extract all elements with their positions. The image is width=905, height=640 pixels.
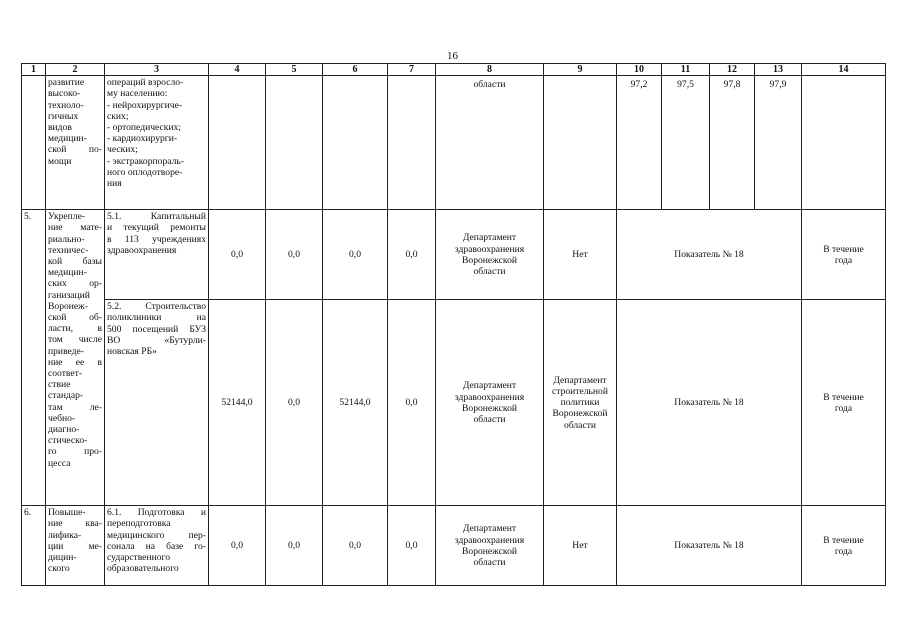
cell-line: года bbox=[834, 545, 853, 557]
cell-line: кой базы bbox=[48, 256, 102, 268]
cell-line: образовательного bbox=[107, 563, 179, 575]
cell-line: года bbox=[834, 402, 853, 414]
cell-co-executor: Нет bbox=[544, 506, 617, 586]
cell-line: ганизаций bbox=[48, 289, 90, 301]
column-header: 13 bbox=[755, 64, 802, 76]
cell-line: сударственного bbox=[107, 552, 171, 564]
cell-col4: 52144,0 bbox=[209, 300, 266, 506]
cell-indicator: Показатель № 18 bbox=[617, 300, 802, 506]
cell-line: 5.1. Капитальный bbox=[107, 211, 206, 223]
cell-num: 5. bbox=[22, 210, 46, 506]
cell-line: развитие bbox=[48, 77, 85, 89]
cell-line: Воронежской bbox=[552, 408, 608, 420]
cell-line: ВО «Бутурли- bbox=[107, 334, 206, 346]
column-header: 14 bbox=[802, 64, 886, 76]
cell-line: ских; bbox=[107, 110, 129, 122]
cell-col5: 0,0 bbox=[266, 210, 323, 300]
cell-line: В течение bbox=[823, 534, 864, 546]
table-row bbox=[22, 506, 886, 586]
cell-col6: 0,0 bbox=[323, 506, 388, 586]
cell-line: стическо- bbox=[48, 435, 88, 447]
cell-line: здравоохранения bbox=[454, 534, 525, 546]
cell-line: ских ор- bbox=[48, 278, 102, 290]
cell-line: Воронеж- bbox=[48, 300, 89, 312]
cell-line: Воронежской bbox=[462, 545, 517, 557]
cell-line: здравоохранения bbox=[454, 243, 525, 255]
cell-line: 500 посещений БУЗ bbox=[107, 323, 206, 335]
cell-line: - нейрохирургиче- bbox=[107, 99, 183, 111]
cell-line: поликлиники на bbox=[107, 312, 206, 324]
cell-line: Департамент bbox=[553, 374, 607, 386]
cell-line: ческих; bbox=[107, 144, 138, 156]
cell-num: 6. bbox=[22, 506, 46, 586]
cell-line: соответ- bbox=[48, 368, 83, 380]
cell-term bbox=[802, 506, 886, 586]
cell-col10: 97,2 bbox=[617, 76, 662, 210]
cell-line: медицин- bbox=[48, 133, 87, 145]
cell-line: операций взросло- bbox=[107, 77, 184, 89]
cell-line: высоко- bbox=[48, 88, 81, 100]
cell-line: - экстракорпораль- bbox=[107, 155, 184, 167]
table-row bbox=[22, 76, 886, 210]
cell-line: му населению: bbox=[107, 88, 168, 100]
cell-goal bbox=[46, 506, 105, 586]
table-row bbox=[22, 210, 886, 300]
column-header: 9 bbox=[544, 64, 617, 76]
cell-line: 6.1. Подготовка и bbox=[107, 507, 206, 519]
cell-line: - ортопедических; bbox=[107, 122, 182, 134]
cell-line: ласти, в bbox=[48, 323, 102, 335]
cell-line: медицинского пер- bbox=[107, 529, 206, 541]
cell-term bbox=[802, 76, 886, 210]
cell-line: В течение bbox=[823, 391, 864, 403]
cell-line: области bbox=[473, 265, 506, 277]
column-header: 6 bbox=[323, 64, 388, 76]
cell-line: мощи bbox=[48, 155, 72, 167]
cell-num bbox=[22, 76, 46, 210]
column-header: 7 bbox=[388, 64, 436, 76]
column-header: 5 bbox=[266, 64, 323, 76]
cell-line: видов bbox=[48, 122, 72, 134]
cell-col6: 52144,0 bbox=[323, 300, 388, 506]
cell-line: ние ее в bbox=[48, 356, 102, 368]
cell-executor bbox=[436, 506, 544, 586]
cell-col6: 0,0 bbox=[323, 210, 388, 300]
cell-col7: 0,0 bbox=[388, 210, 436, 300]
cell-measure bbox=[105, 76, 209, 210]
cell-line: здравоохранения bbox=[454, 391, 525, 403]
cell-line: ции ме- bbox=[48, 540, 102, 552]
program-table bbox=[21, 63, 886, 586]
cell-line: ского bbox=[48, 563, 70, 575]
cell-line: том числе bbox=[48, 334, 102, 346]
cell-co-executor bbox=[544, 300, 617, 506]
cell-measure bbox=[105, 506, 209, 586]
cell-line: ствие bbox=[48, 379, 71, 391]
cell-line: го про- bbox=[48, 446, 102, 458]
cell-co-executor: Нет bbox=[544, 210, 617, 300]
cell-line: ской об- bbox=[48, 312, 102, 324]
cell-indicator: Показатель № 18 bbox=[617, 210, 802, 300]
cell-line: - кардиохирурги- bbox=[107, 133, 178, 145]
cell-col5: 0,0 bbox=[266, 506, 323, 586]
cell-line: ние ква- bbox=[48, 518, 102, 530]
cell-line: Департамент bbox=[462, 232, 517, 244]
cell-col4: 0,0 bbox=[209, 210, 266, 300]
cell-line: Департамент bbox=[462, 523, 517, 535]
page-number: 16 bbox=[447, 50, 458, 62]
cell-line: дицин- bbox=[48, 552, 77, 564]
cell-line: Укрепле- bbox=[48, 211, 86, 223]
table-row bbox=[22, 300, 886, 506]
cell-measure bbox=[105, 300, 209, 506]
cell-col7: 0,0 bbox=[388, 300, 436, 506]
cell-line: диагно- bbox=[48, 424, 80, 436]
cell-line: области bbox=[473, 556, 506, 568]
cell-line: ние мате- bbox=[48, 222, 102, 234]
cell-line: Воронежской bbox=[462, 402, 517, 414]
cell-line: в 113 учреждениях bbox=[107, 233, 206, 245]
cell-line: техничес- bbox=[48, 244, 89, 256]
cell-line: здравоохранения bbox=[107, 244, 177, 256]
cell-line: политики bbox=[560, 397, 600, 409]
cell-col7: 0,0 bbox=[388, 506, 436, 586]
cell-indicator: Показатель № 18 bbox=[617, 506, 802, 586]
cell-line: чебно- bbox=[48, 412, 76, 424]
cell-term bbox=[802, 300, 886, 506]
cell-measure bbox=[105, 210, 209, 300]
cell-col4: 0,0 bbox=[209, 506, 266, 586]
cell-col13: 97,9 bbox=[755, 76, 802, 210]
header-row bbox=[22, 64, 886, 76]
cell-line: медицин- bbox=[48, 267, 87, 279]
column-header: 12 bbox=[710, 64, 755, 76]
cell-line: Департамент bbox=[462, 380, 517, 392]
cell-line: Повыше- bbox=[48, 507, 86, 519]
cell-line: строительной bbox=[552, 385, 608, 397]
cell-line: лифика- bbox=[48, 529, 82, 541]
cell-line: гичных bbox=[48, 110, 79, 122]
cell-line: переподготовка bbox=[107, 518, 171, 530]
cell-line: ного оплодотворе- bbox=[107, 166, 183, 178]
cell-col4 bbox=[209, 76, 266, 210]
cell-line: риально- bbox=[48, 233, 85, 245]
column-header: 8 bbox=[436, 64, 544, 76]
cell-line: цесса bbox=[48, 457, 71, 469]
cell-term bbox=[802, 210, 886, 300]
column-header: 4 bbox=[209, 64, 266, 76]
cell-goal bbox=[46, 76, 105, 210]
cell-line: области bbox=[473, 413, 506, 425]
cell-col7 bbox=[388, 76, 436, 210]
cell-line: стандар- bbox=[48, 390, 84, 402]
cell-executor: области bbox=[436, 76, 544, 210]
cell-line: ния bbox=[107, 178, 122, 190]
cell-line: области bbox=[563, 419, 597, 431]
cell-line: ской по- bbox=[48, 144, 102, 156]
cell-co-executor bbox=[544, 76, 617, 210]
cell-col11: 97,5 bbox=[662, 76, 710, 210]
cell-col5: 0,0 bbox=[266, 300, 323, 506]
column-header: 11 bbox=[662, 64, 710, 76]
cell-line: приведе- bbox=[48, 345, 85, 357]
cell-line: 5.2. Строительство bbox=[107, 301, 206, 313]
cell-line: сонала на базе го- bbox=[107, 540, 206, 552]
column-header: 3 bbox=[105, 64, 209, 76]
cell-col6 bbox=[323, 76, 388, 210]
cell-line: новская РБ» bbox=[107, 346, 157, 358]
cell-col5 bbox=[266, 76, 323, 210]
cell-line: там ле- bbox=[48, 401, 102, 413]
cell-executor bbox=[436, 210, 544, 300]
cell-goal bbox=[46, 210, 105, 506]
cell-line: Воронежской bbox=[462, 254, 517, 266]
cell-line: В течение bbox=[823, 243, 864, 255]
cell-col12: 97,8 bbox=[710, 76, 755, 210]
column-header: 1 bbox=[22, 64, 46, 76]
column-header: 2 bbox=[46, 64, 105, 76]
cell-line: года bbox=[834, 254, 853, 266]
cell-executor bbox=[436, 300, 544, 506]
column-header: 10 bbox=[617, 64, 662, 76]
cell-line: и текущий ремонты bbox=[107, 222, 206, 234]
cell-line: техноло- bbox=[48, 99, 84, 111]
